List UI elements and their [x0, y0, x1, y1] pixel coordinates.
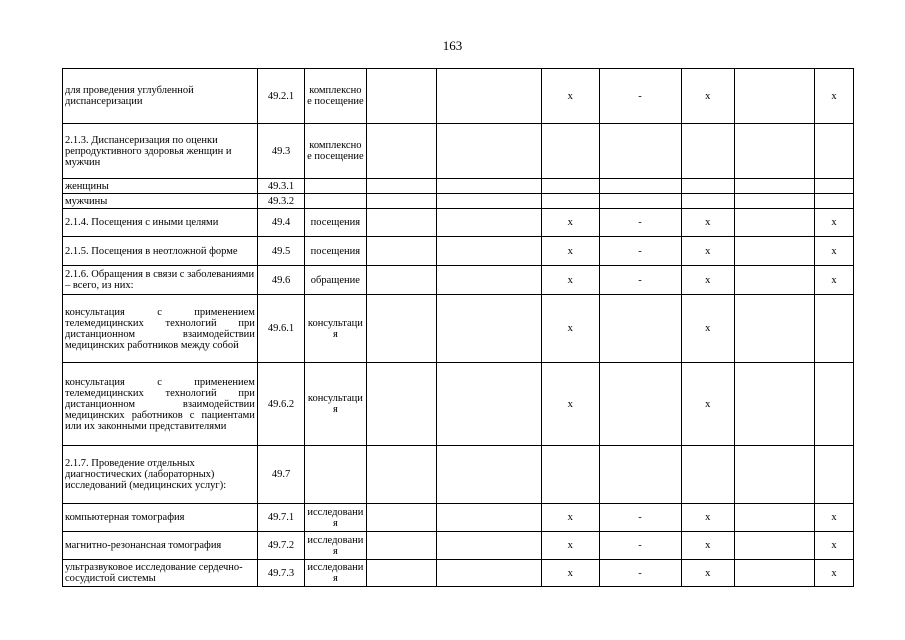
cell: [437, 295, 542, 363]
cell: [437, 266, 542, 295]
table-row: [63, 124, 854, 179]
cell: [437, 179, 542, 194]
row-unit: [305, 194, 367, 209]
cell: [437, 124, 542, 179]
row-unit: комплексное посещение: [305, 124, 367, 179]
row-code: 49.7.2: [257, 532, 304, 560]
cell: x: [542, 295, 599, 363]
row-code: 49.4: [257, 209, 304, 237]
cell: [437, 532, 542, 560]
cell: x: [814, 69, 853, 124]
cell: -: [599, 560, 681, 587]
cell: x: [542, 266, 599, 295]
cell: x: [814, 560, 853, 587]
cell: [599, 179, 681, 194]
row-name: ультразвуковое исследование сердечно-сосудистой системы: [63, 560, 258, 587]
row-unit: консультация: [305, 363, 367, 446]
row-name: женщины: [63, 179, 258, 194]
row-unit: исследования: [305, 504, 367, 532]
cell: [366, 69, 437, 124]
row-code: 49.3.1: [257, 179, 304, 194]
cell: x: [814, 209, 853, 237]
cell: [734, 504, 814, 532]
table-row: [63, 363, 854, 446]
cell: x: [814, 266, 853, 295]
row-code: 49.2.1: [257, 69, 304, 124]
cell: x: [681, 237, 734, 266]
cell: [734, 532, 814, 560]
cell: [681, 446, 734, 504]
cell: -: [599, 69, 681, 124]
row-name: для проведения углубленной диспансеризации: [63, 69, 258, 124]
cell: x: [542, 69, 599, 124]
cell: [814, 363, 853, 446]
cell: [542, 194, 599, 209]
cell: [599, 194, 681, 209]
table-row: [63, 209, 854, 237]
cell: [734, 69, 814, 124]
cell: [681, 179, 734, 194]
cell: x: [681, 69, 734, 124]
cell: [366, 295, 437, 363]
table-row: [63, 295, 854, 363]
cell: [366, 504, 437, 532]
cell: x: [681, 504, 734, 532]
row-name: 2.1.3. Диспансеризация по оценки репродуктивного здоровья женщин и мужчин: [63, 124, 258, 179]
row-code: 49.7.1: [257, 504, 304, 532]
row-unit: посещения: [305, 209, 367, 237]
table-row: [63, 446, 854, 504]
cell: x: [542, 504, 599, 532]
cell: x: [542, 237, 599, 266]
cell: [437, 209, 542, 237]
row-unit: [305, 446, 367, 504]
cell: [734, 560, 814, 587]
cell: x: [814, 504, 853, 532]
cell: x: [542, 363, 599, 446]
cell: -: [599, 266, 681, 295]
cell: [366, 560, 437, 587]
cell: [366, 363, 437, 446]
cell: [681, 194, 734, 209]
row-unit: [305, 179, 367, 194]
cell: [437, 504, 542, 532]
cell: [814, 295, 853, 363]
cell: x: [681, 295, 734, 363]
cell: -: [599, 209, 681, 237]
cell: [366, 532, 437, 560]
table-row: [63, 179, 854, 194]
cell: [814, 194, 853, 209]
row-code: 49.6.2: [257, 363, 304, 446]
cell: [437, 560, 542, 587]
cell: [366, 194, 437, 209]
cell: -: [599, 532, 681, 560]
row-code: 49.7: [257, 446, 304, 504]
cell: [734, 363, 814, 446]
row-code: 49.7.3: [257, 560, 304, 587]
cell: [366, 209, 437, 237]
cell: x: [542, 209, 599, 237]
data-table: [62, 68, 854, 587]
cell: [599, 363, 681, 446]
row-unit: исследования: [305, 560, 367, 587]
row-name: компьютерная томография: [63, 504, 258, 532]
row-name: консультация с применением телемедицинских технологий при дистанционном взаимодействии медицинских работников с пациентами или их законными представителями: [63, 363, 258, 446]
cell: [734, 237, 814, 266]
cell: -: [599, 504, 681, 532]
cell: -: [599, 237, 681, 266]
row-name: 2.1.4. Посещения с иными целями: [63, 209, 258, 237]
row-code: 49.3: [257, 124, 304, 179]
cell: [542, 179, 599, 194]
cell: [734, 179, 814, 194]
page-number: 163: [442, 38, 463, 53]
cell: [814, 446, 853, 504]
table-row: [63, 237, 854, 266]
cell: x: [681, 266, 734, 295]
cell: x: [814, 532, 853, 560]
row-unit: обращение: [305, 266, 367, 295]
cell: [814, 179, 853, 194]
row-code: 49.3.2: [257, 194, 304, 209]
cell: [734, 209, 814, 237]
row-unit: комплексное посещение: [305, 69, 367, 124]
cell: x: [681, 209, 734, 237]
table-row: [63, 504, 854, 532]
cell: [366, 237, 437, 266]
cell: x: [681, 560, 734, 587]
cell: x: [814, 237, 853, 266]
table-row: [63, 532, 854, 560]
cell: [366, 124, 437, 179]
cell: [437, 446, 542, 504]
row-unit: исследования: [305, 532, 367, 560]
row-name: 2.1.5. Посещения в неотложной форме: [63, 237, 258, 266]
cell: [437, 69, 542, 124]
cell: [599, 124, 681, 179]
row-name: консультация с применением телемедицинских технологий при дистанционном взаимодействии медицинских работников между собой: [63, 295, 258, 363]
table-row: [63, 69, 854, 124]
cell: [599, 446, 681, 504]
cell: [734, 295, 814, 363]
table-row: [63, 266, 854, 295]
cell: [734, 194, 814, 209]
row-name: 2.1.6. Обращения в связи с заболеваниями – всего, из них:: [63, 266, 258, 295]
cell: x: [542, 560, 599, 587]
cell: [437, 237, 542, 266]
cell: [681, 124, 734, 179]
cell: [734, 446, 814, 504]
cell: x: [681, 363, 734, 446]
cell: [814, 124, 853, 179]
cell: [542, 446, 599, 504]
cell: [599, 295, 681, 363]
table-row: [63, 194, 854, 209]
row-code: 49.5: [257, 237, 304, 266]
row-code: 49.6: [257, 266, 304, 295]
row-name: 2.1.7. Проведение отдельных диагностических (лабораторных) исследований (медицинских услуг):: [63, 446, 258, 504]
cell: x: [681, 532, 734, 560]
cell: [542, 124, 599, 179]
row-name: мужчины: [63, 194, 258, 209]
cell: [734, 266, 814, 295]
cell: [366, 266, 437, 295]
row-code: 49.6.1: [257, 295, 304, 363]
cell: [437, 363, 542, 446]
cell: [734, 124, 814, 179]
cell: x: [542, 532, 599, 560]
row-unit: посещения: [305, 237, 367, 266]
row-unit: консультация: [305, 295, 367, 363]
cell: [437, 194, 542, 209]
table-row: [63, 560, 854, 587]
cell: [366, 179, 437, 194]
cell: [366, 446, 437, 504]
row-name: магнитно-резонансная томография: [63, 532, 258, 560]
